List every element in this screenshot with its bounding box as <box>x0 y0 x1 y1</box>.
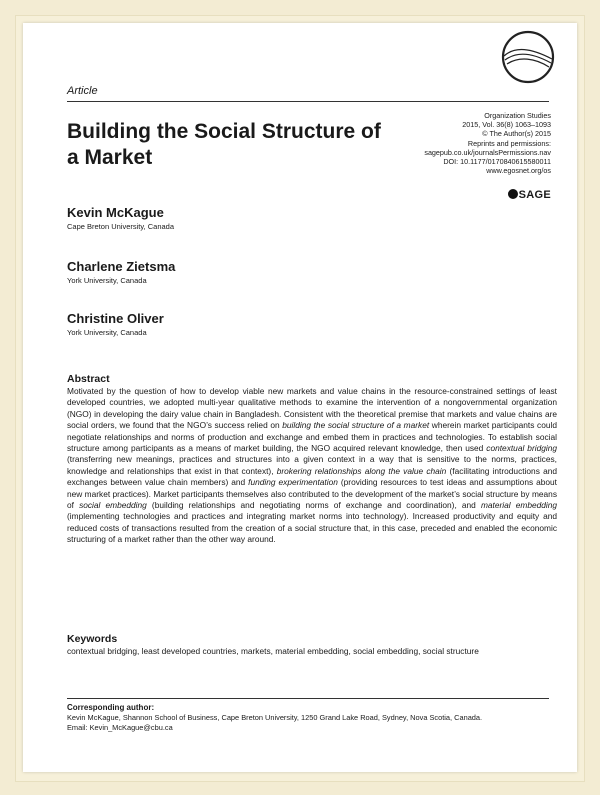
publisher-logo <box>508 189 551 201</box>
journal-name: Organization Studies <box>484 111 551 120</box>
doi[interactable]: DOI: 10.1177/0170840615580011 <box>443 157 551 167</box>
author-name: Christine Oliver <box>67 311 164 326</box>
article-title: Building the Social Structure of a Market <box>67 120 381 169</box>
keywords-list: contextual bridging, least developed countries, markets, material embedding, social embedding, social structure <box>67 646 479 656</box>
author-affiliation: Cape Breton University, Canada <box>67 222 174 231</box>
publisher-name: SAGE <box>518 189 551 201</box>
reprints-label: Reprints and permissions: <box>467 138 551 148</box>
sage-mark-icon <box>508 189 518 199</box>
author-block <box>67 205 174 231</box>
article-type-label: Article <box>67 85 98 97</box>
abstract-section <box>67 373 557 546</box>
journal-info <box>321 111 551 175</box>
paper-page <box>23 23 577 772</box>
author-affiliation: York University, Canada <box>67 276 147 285</box>
keywords-section <box>67 633 547 657</box>
author-name: Charlene Zietsma <box>67 259 176 274</box>
journal-logo-icon <box>497 26 559 88</box>
permissions-link[interactable]: sagepub.co.uk/journalsPermissions.nav <box>424 147 551 157</box>
author-affiliation: York University, Canada <box>67 328 147 337</box>
author-block <box>67 311 164 337</box>
corresponding-heading: Corresponding author: <box>67 703 155 712</box>
journal-website[interactable]: www.egosnet.org/os <box>486 166 551 176</box>
corresponding-author <box>67 703 547 732</box>
copyright: © The Author(s) 2015 <box>482 129 551 139</box>
abstract-text: Motivated by the question of how to develop viable new markets and value chains in the resource-constrained settings of least developed countries, we adopted multi-year qualitative methods to examine the intervention of a nongovernmental organization (NGO) in developing the dairy value chain in Bangladesh. Consistent with the theoretical premise that markets and value chains are social orders, we found that the NGO’s success relied on building the social structure of a market wherein market participants could negotiate relationships and norms of production and exchange and embed them in practices and technologies. To establish social structure among participants as a means of market building, the NGO acquired relevant knowledge, then used contextual bridging (transferring new meanings, practices and structures into a given context in a way that is sensitive to the norms, practices, knowledge and relationships that exist in that context), brokering relationships along the value chain (facilitating introductions and exchanges between value chain members) and funding experimentation (providing resources to test ideas and assumptions about new market practices). Market participants themselves also contributed to the development of the market’s social structure by means of social embedding (building relationships and negotiating norms of exchange and coordination), and material embedding (implementing technologies and practices and integrating market norms into technology). Increased productivity and equity and reduced costs of transactions resulted from the creation of a social structure that, in this case, preceded and enabled the economic structuring of a market rather than the other way around. <box>67 386 558 545</box>
header-rule <box>67 101 549 102</box>
footer-rule <box>67 698 549 699</box>
abstract-heading: Abstract <box>67 373 110 385</box>
journal-volume: 2015, Vol. 36(8) 1063–1093 <box>462 120 551 130</box>
corresponding-address: Kevin McKague, Shannon School of Business, Cape Breton University, 1250 Grand Lake Road, Sydney, Nova Scotia, Canada. <box>67 712 483 722</box>
author-name: Kevin McKague <box>67 205 164 220</box>
author-block <box>67 259 175 285</box>
keywords-heading: Keywords <box>67 633 118 645</box>
corresponding-email[interactable]: Email: Kevin_McKague@cbu.ca <box>67 722 173 732</box>
